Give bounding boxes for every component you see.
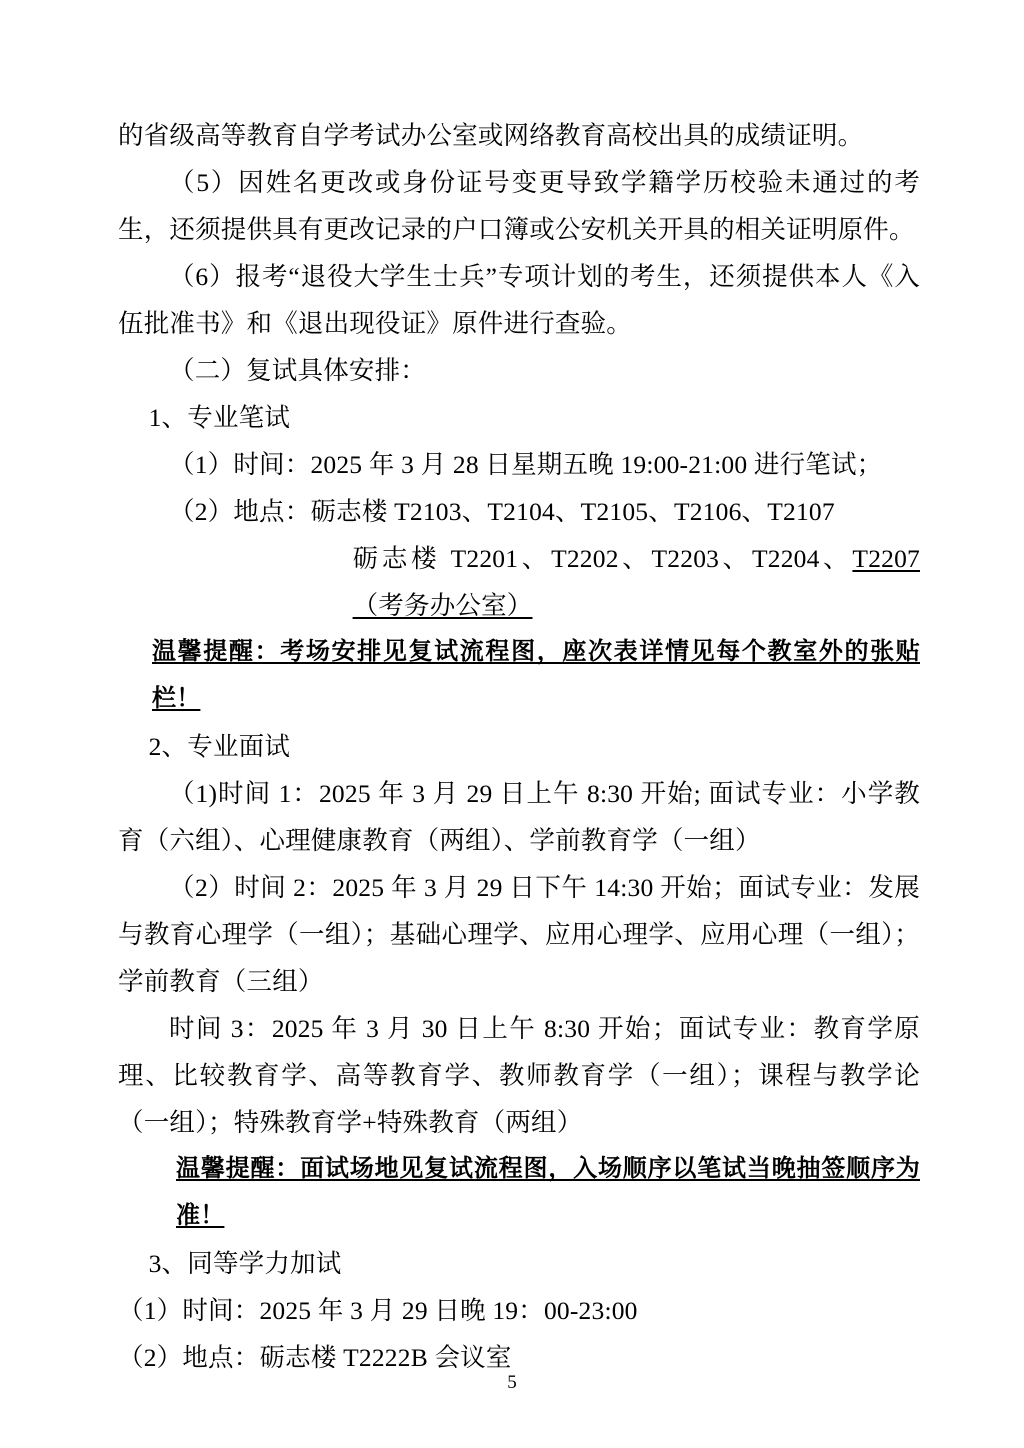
document-body xyxy=(118,112,920,1381)
interview-time-1: （1)时间 1：2025 年 3 月 29 日上午 8:30 开始; 面试专业：小学教育（六组）、心理健康教育（两组）、学前教育学（一组） xyxy=(118,779,920,855)
written-exam-time: （1）时间：2025 年 3 月 28 日星期五晚 19:00-21:00 进行笔试； xyxy=(169,450,883,479)
venue-exam-office: T2207（考务办公室） xyxy=(352,544,920,620)
written-exam-venue-line1: （2）地点：砺志楼 T2103、T2104、T2105、T2106、T2107 xyxy=(169,497,835,526)
interview-time-3: 时间 3：2025 年 3 月 30 日上午 8:30 开始；面试专业：教育学原理、比较教育学、高等教育学、教师教育学（一组）；课程与教学论（一组）；特殊教育学+特殊教育（两组） xyxy=(118,1014,920,1137)
written-exam-venue-line2 xyxy=(118,535,920,629)
paragraph-item-6: （6）报考“退役大学生士兵”专项计划的考生，还须提供本人《入伍批准书》和《退出现役证》原件进行查验。 xyxy=(118,262,920,338)
subsection-interview: 2、专业面试 xyxy=(148,732,291,761)
paragraph-item-5: （5）因姓名更改或身份证号变更导致学籍学历校验未通过的考生，还须提供具有更改记录的户口簿或公安机关开具的相关证明原件。 xyxy=(118,168,920,244)
supplementary-exam-time: （1）时间：2025 年 3 月 29 日晚 19：00-23:00 xyxy=(118,1296,638,1325)
supplementary-exam-venue: （2）地点：砺志楼 T2222B 会议室 xyxy=(118,1343,512,1372)
subsection-supplementary-exam: 3、同等学力加试 xyxy=(148,1249,342,1278)
interview-time-2: （2）时间 2：2025 年 3 月 29 日下午 14:30 开始；面试专业：发展与教育心理学（一组）；基础心理学、应用心理学、应用心理（一组）；学前教育（三组） xyxy=(118,873,920,996)
tip-interview: 温馨提醒：面试场地见复试流程图，入场顺序以笔试当晚抽签顺序为准！ xyxy=(176,1156,920,1229)
section-heading-retest-arrangement: （二）复试具体安排： xyxy=(169,356,427,385)
venue-rooms-text: 砺志楼 T2201、T2202、T2203、T2204、 xyxy=(352,544,853,573)
page-number: 5 xyxy=(507,1372,517,1393)
subsection-written-exam: 1、专业笔试 xyxy=(148,403,291,432)
paragraph-continuation: 的省级高等教育自学考试办公室或网络教育高校出具的成绩证明。 xyxy=(118,121,864,150)
tip-written-exam: 温馨提醒：考场安排见复试流程图，座次表详情见每个教室外的张贴栏！ xyxy=(152,639,920,712)
